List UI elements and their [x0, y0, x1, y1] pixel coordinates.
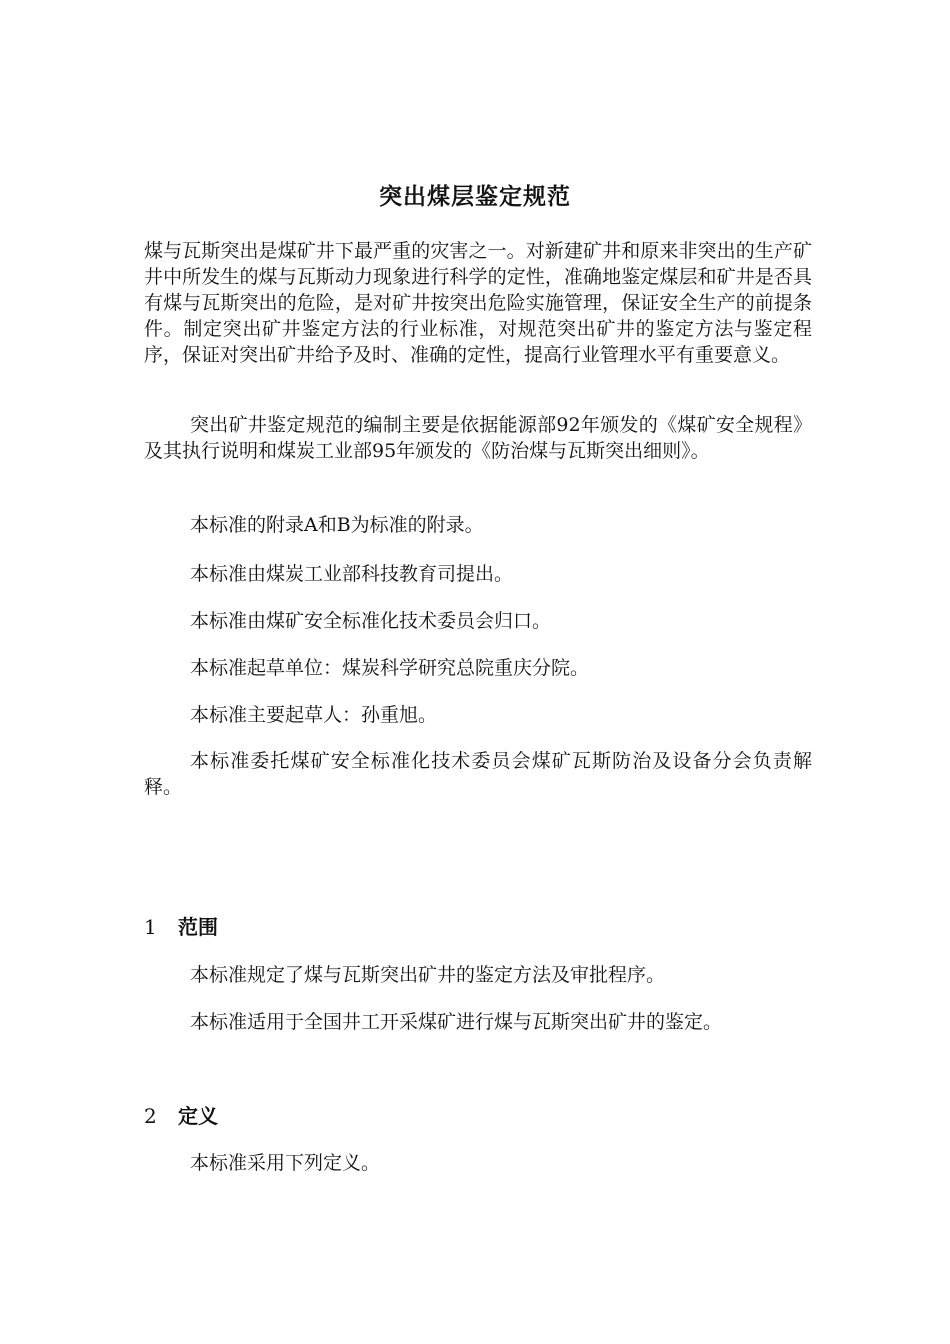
scope-paragraph-1: 本标准规定了煤与瓦斯突出矿井的鉴定方法及审批程序。	[190, 964, 666, 986]
intro-paragraph-3: 本标准的附录A和B为标准的附录。	[190, 514, 484, 536]
section-number: 2	[144, 1104, 157, 1128]
intro-paragraph-8: 本标准委托煤矿安全标准化技术委员会煤矿瓦斯防治及设备分会负责解释。	[144, 750, 812, 798]
section-heading-definitions	[144, 1102, 218, 1130]
definitions-paragraph-1: 本标准采用下列定义。	[190, 1152, 381, 1174]
intro-paragraph-1: 煤与瓦斯突出是煤矿井下最严重的灾害之一。对新建矿井和原来非突出的生产矿井中所发生的煤与瓦斯动力现象进行科学的定性，准确地鉴定煤层和矿井是否具有煤与瓦斯突出的危险，是对矿井按突出危险实施管理，保证安全生产的前提条件。制定突出矿井鉴定方法的行业标准，对规范突出矿井的鉴定方法与鉴定程序，保证对突出矿井给予及时、准确的定性，提高行业管理水平有重要意义。	[144, 240, 812, 366]
scope-paragraph-2: 本标准适用于全国井工开采煤矿进行煤与瓦斯突出矿井的鉴定。	[190, 1011, 723, 1033]
intro-paragraph-4: 本标准由煤炭工业部科技教育司提出。	[190, 563, 514, 585]
intro-paragraph-2: 突出矿井鉴定规范的编制主要是依据能源部92年颁发的《煤矿安全规程》及其执行说明和煤炭工业部95年颁发的《防治煤与瓦斯突出细则》。	[144, 414, 812, 462]
intro-paragraph-7: 本标准主要起草人：孙重旭。	[190, 704, 438, 726]
intro-paragraph-6: 本标准起草单位：煤炭科学研究总院重庆分院。	[190, 657, 590, 679]
section-title: 范围	[178, 915, 218, 939]
document-title: 突出煤层鉴定规范	[379, 184, 571, 210]
intro-paragraph-5: 本标准由煤矿安全标准化技术委员会归口。	[190, 610, 552, 632]
section-heading-scope	[144, 913, 218, 941]
section-number: 1	[144, 915, 157, 939]
section-title: 定义	[178, 1104, 218, 1128]
